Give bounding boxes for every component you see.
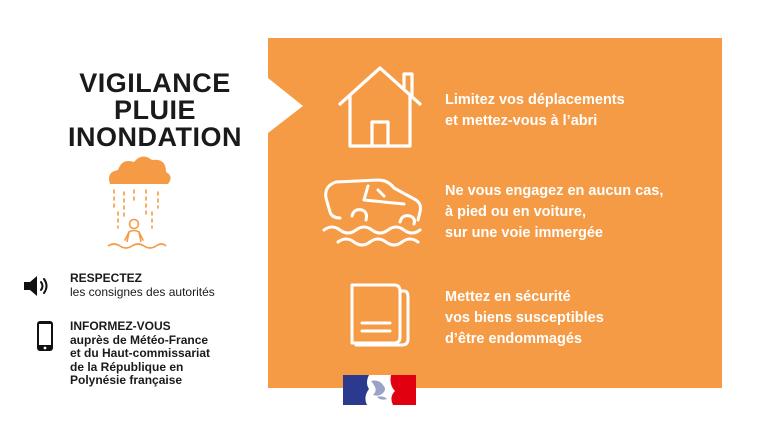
message-flooded-road-line-2: à pied ou en voiture, (445, 204, 586, 220)
page-title (38, 70, 272, 151)
message-shelter (445, 90, 625, 132)
message-belongings (445, 287, 604, 350)
house-icon (336, 64, 428, 150)
submerged-car-icon (322, 176, 430, 250)
advice-inform-line-1: auprès de Météo-France (70, 332, 209, 347)
message-shelter-line-2: et mettez-vous à l’abri (445, 113, 598, 129)
advice-inform-line-4: Polynésie française (70, 373, 183, 387)
advice-respect-line: les consignes des autorités (70, 284, 215, 299)
advice-respect-heading: RESPECTEZ (70, 271, 143, 285)
advice-inform-line-3: de la République en (70, 359, 184, 374)
speaker-icon (22, 274, 52, 298)
message-belongings-line-3: d’être endommagés (445, 331, 582, 347)
smartphone-icon (36, 320, 54, 352)
advice-inform-line-2: et du Haut-commissariat (70, 346, 211, 360)
message-flooded-road (445, 181, 663, 244)
advice-inform (22, 320, 267, 395)
republique-francaise-logo (343, 375, 416, 405)
message-flooded-road-line-1: Ne vous engagez en aucun cas, (445, 183, 664, 199)
advice-inform-heading: INFORMEZ-VOUS (70, 319, 171, 333)
title-line-2: PLUIE (113, 95, 196, 125)
title-line-3: INONDATION (68, 122, 242, 152)
advice-respect (22, 272, 267, 304)
title-line-1: VIGILANCE (79, 68, 231, 98)
advice-respect-text (70, 272, 215, 299)
advice-inform-text (70, 320, 210, 388)
documents-icon (346, 281, 412, 347)
message-belongings-line-1: Mettez en sécurité (445, 289, 571, 305)
message-shelter-line-1: Limitez vos déplacements (445, 92, 625, 108)
message-belongings-line-2: vos biens susceptibles (445, 310, 604, 326)
message-flooded-road-line-3: sur une voie immergée (445, 225, 603, 241)
rain-flood-person-icon (100, 150, 175, 260)
